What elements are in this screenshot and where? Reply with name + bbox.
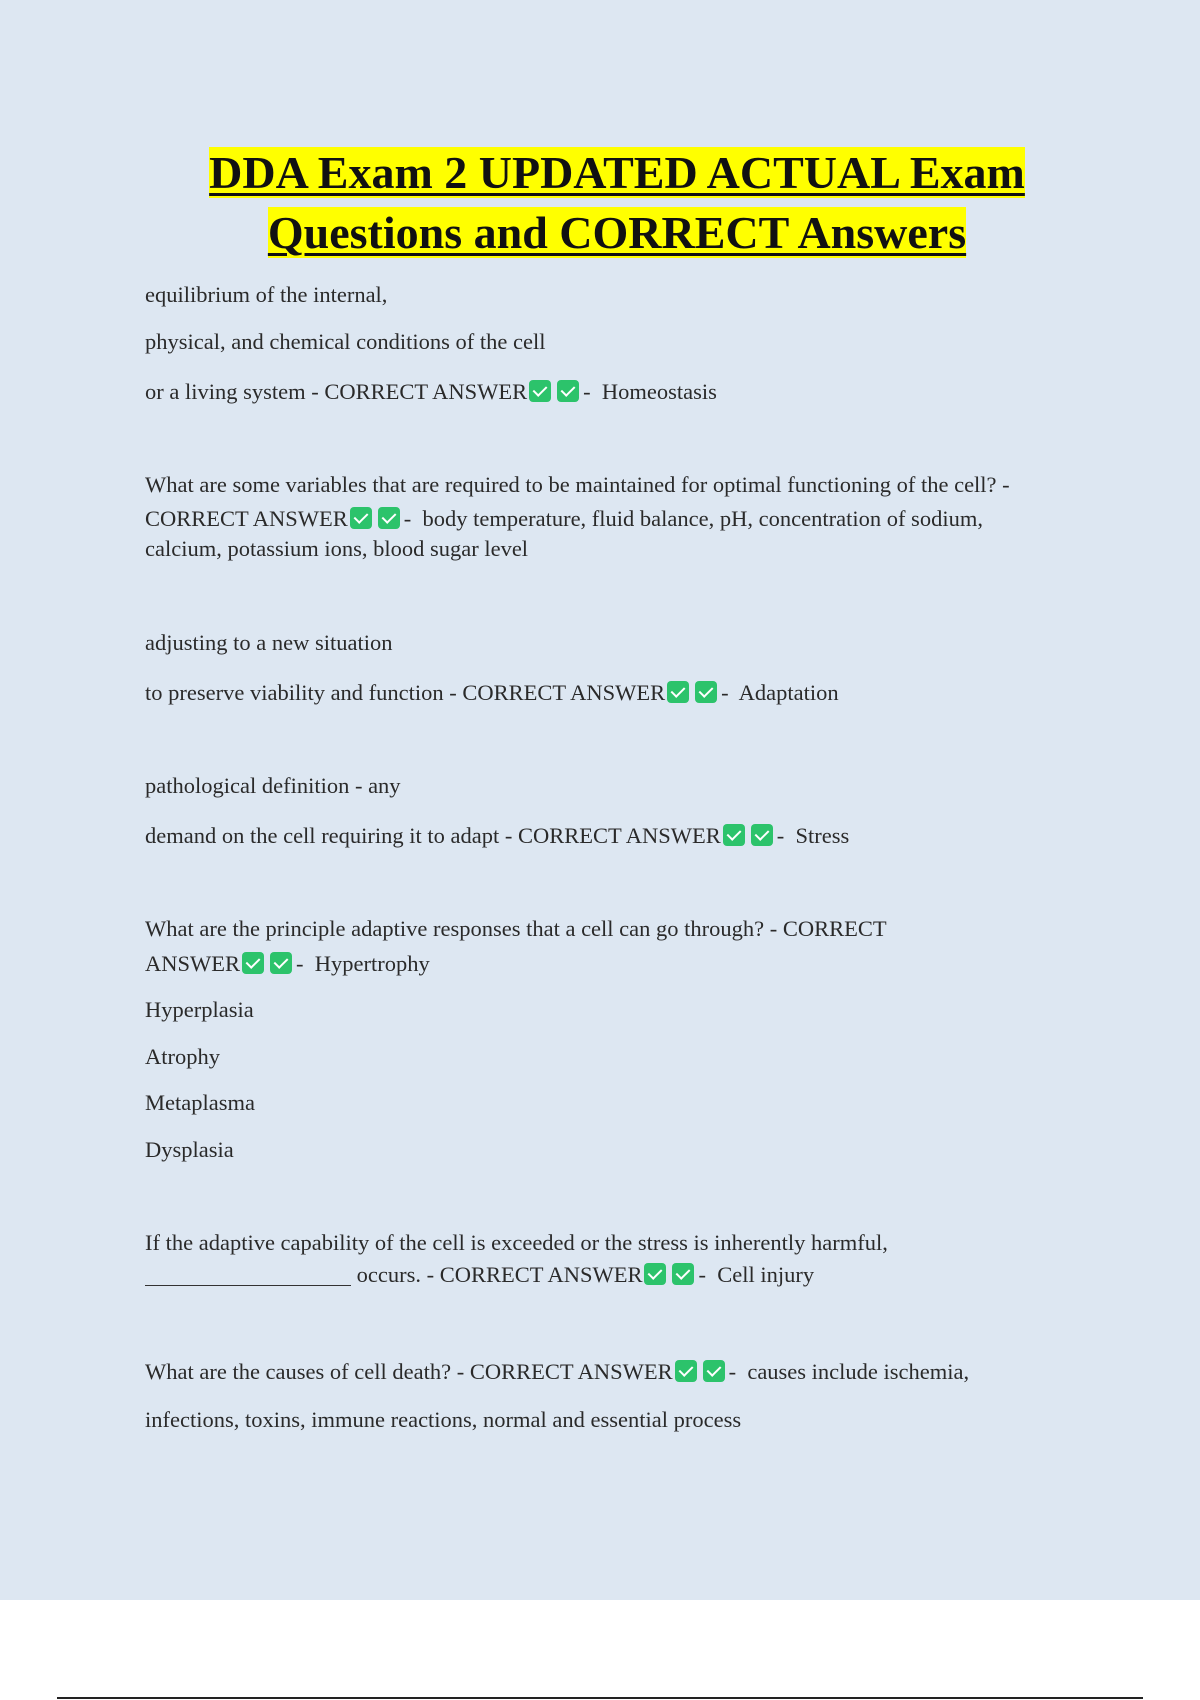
question-answer-line: occurs. - CORRECT ANSWER - Cell injury (145, 1260, 814, 1290)
question-text: adjusting to a new situation (145, 630, 393, 655)
answer-text: Atrophy (145, 1044, 220, 1069)
answer-text: calcium, potassium ions, blood sugar level (145, 536, 529, 561)
correct-answer-label: CORRECT ANSWER (324, 379, 528, 404)
question-text: or a living system - (145, 379, 325, 404)
answer-text: Cell injury (717, 1262, 815, 1287)
check-icon (644, 1263, 666, 1285)
correct-answer-label: CORRECT ANSWER (439, 1262, 643, 1287)
answer-text: Adaptation (738, 680, 839, 705)
check-icon (723, 824, 745, 846)
question-text: occurs. - (356, 1262, 440, 1287)
check-icon (270, 952, 292, 974)
question-text: ANSWER (145, 951, 240, 976)
check-icon (695, 681, 717, 703)
correct-answer-label: CORRECT ANSWER (469, 1359, 673, 1384)
answer-text: Hyperplasia (145, 997, 254, 1022)
question-text: What are some variables that are required to be maintained for optimal functioning of the cell? - (145, 472, 1010, 497)
correct-answer-label: CORRECT ANSWER (518, 823, 721, 848)
title-line-1: DDA Exam 2 UPDATED ACTUAL Exam (209, 147, 1025, 198)
check-icon (350, 507, 372, 529)
check-icon (557, 380, 579, 402)
answer-text: causes include ischemia, (747, 1359, 970, 1384)
question-text: equilibrium of the internal, (145, 282, 388, 307)
question-answer-line: to preserve viability and function - CORRECT ANSWER - Adaptation (145, 680, 839, 705)
check-icon (703, 1360, 725, 1382)
question-answer-line: or a living system - CORRECT ANSWER - Homeostasis (145, 379, 717, 404)
fill-in-blank (145, 1265, 351, 1286)
question-text: What are the causes of cell death? - (145, 1359, 470, 1384)
check-icon (751, 824, 773, 846)
question-text: What are the principle adaptive responses that a cell can go through? - CORRECT (145, 916, 887, 941)
question-text: demand on the cell requiring it to adapt - (145, 823, 519, 848)
document-title (0, 143, 1200, 263)
title-line-2: Questions and CORRECT Answers (267, 207, 967, 258)
answer-text: Homeostasis (601, 379, 717, 404)
answer-text: Hypertrophy (314, 951, 430, 976)
answer-text: infections, toxins, immune reactions, normal and essential process (145, 1407, 742, 1432)
question-answer-line: CORRECT ANSWER - body temperature, fluid balance, pH, concentration of sodium, (145, 506, 983, 531)
answer-text: body temperature, fluid balance, pH, concentration of sodium, (422, 506, 983, 531)
question-text: physical, and chemical conditions of the cell (145, 329, 546, 354)
question-text: pathological definition - any (145, 773, 401, 798)
check-icon (667, 681, 689, 703)
answer-text: Stress (795, 823, 850, 848)
answer-text: Metaplasma (145, 1090, 255, 1115)
footer-divider (57, 1697, 1143, 1699)
answer-text: Dysplasia (145, 1137, 234, 1162)
question-text: If the adaptive capability of the cell is exceeded or the stress is inherently harmful, (145, 1230, 888, 1255)
question-answer-line: What are the causes of cell death? - CORRECT ANSWER - causes include ischemia, (145, 1359, 970, 1384)
check-icon (675, 1360, 697, 1382)
check-icon (672, 1263, 694, 1285)
check-icon (242, 952, 264, 974)
check-icon (378, 507, 400, 529)
correct-answer-label: CORRECT ANSWER (462, 680, 666, 705)
correct-answer-label: CORRECT ANSWER (145, 506, 348, 531)
question-text: to preserve viability and function - (145, 680, 463, 705)
question-answer-line: demand on the cell requiring it to adapt - CORRECT ANSWER - Stress (145, 823, 850, 848)
question-answer-line: ANSWER - Hypertrophy (145, 951, 430, 976)
check-icon (529, 380, 551, 402)
